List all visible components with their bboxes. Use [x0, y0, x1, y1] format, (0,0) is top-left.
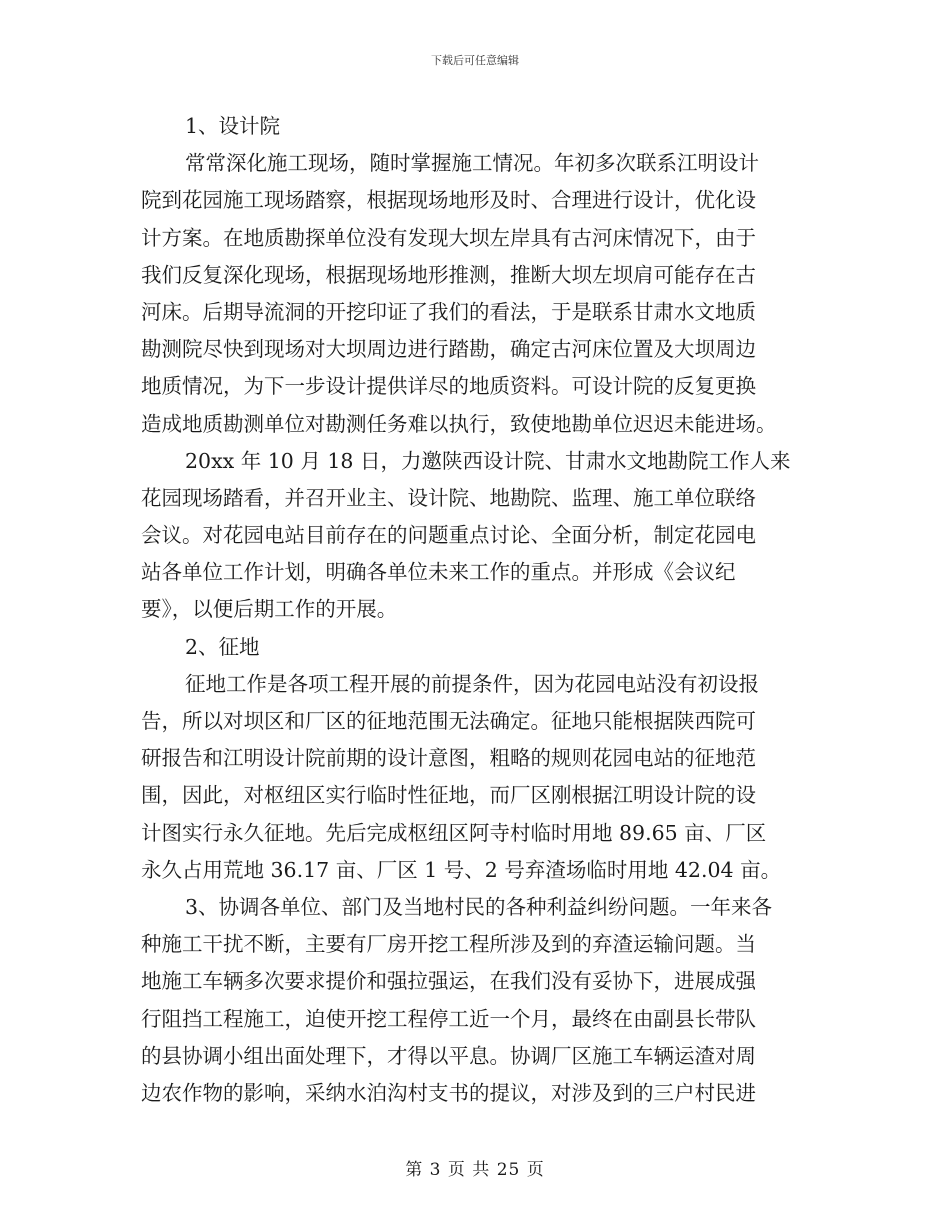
paragraph-line: 的县协调小组出面处理下，才得以平息。协调厂区施工车辆运渣对周	[141, 1043, 756, 1068]
paragraph-line: 行阻挡工程施工，迫使开挖工程停工近一个月，最终在由副县长带队	[141, 1006, 756, 1031]
paragraph-line: 勘测院尽快到现场对大坝周边进行踏勘，确定古河床位置及大坝周边	[141, 337, 756, 362]
section-heading-design-institute: 1、设计院	[185, 114, 281, 138]
paragraph-line: 告，所以对坝区和厂区的征地范围无法确定。征地只能根据陕西院可	[141, 709, 756, 733]
paragraph-line: 地质情况，为下一步设计提供详尽的地质资料。可设计院的反复更换	[141, 374, 756, 399]
paragraph-line: 计图实行永久征地。先后完成枢纽区阿寺村临时用地 89.65 亩、厂区	[141, 820, 767, 845]
paragraph-line: 河床。后期导流洞的开挖印证了我们的看法，于是联系甘肃水文地质	[141, 299, 756, 324]
paragraph-line: 20xx 年 10 月 18 日，力邀陕西设计院、甘肃水文地勘院工作人来	[185, 448, 791, 473]
document-body	[141, 108, 807, 1112]
paragraph-line: 会议。对花园电站目前存在的问题重点讨论、全面分析，制定花园电	[141, 523, 756, 548]
section-heading-coordination: 3、协调各单位、部门及当地村民的各种利益纠纷问题。一年来各	[185, 894, 773, 919]
paragraph-line: 院到花园施工现场踏察，根据现场地形及时、合理进行设计，优化设	[141, 188, 756, 213]
page-header: 下载后可任意编辑	[431, 54, 519, 67]
paragraph-line: 围，因此，对枢纽区实行临时性征地，而厂区刚根据江明设计院的设	[141, 783, 756, 808]
paragraph-line: 我们反复深化现场，根据现场地形推测，推断大坝左坝肩可能存在古	[141, 262, 756, 287]
paragraph-line: 站各单位工作计划，明确各单位未来工作的重点。并形成《会议纪	[141, 560, 736, 585]
paragraph-line: 常常深化施工现场，随时掌握施工情况。年初多次联系江明设计	[185, 151, 759, 176]
section-heading-land-acquisition: 2、征地	[185, 634, 260, 659]
paragraph-line: 计方案。在地质勘探单位没有发现大坝左岸具有古河床情况下，由于	[141, 225, 756, 250]
paragraph-line: 研报告和江明设计院前期的设计意图，粗略的规则花园电站的征地范	[141, 746, 756, 771]
paragraph-line: 地施工车辆多次要求提价和强拉强运，在我们没有妥协下，进展成强	[141, 969, 756, 994]
page-number: 第 3 页 共 25 页	[405, 1160, 545, 1180]
paragraph-line: 造成地质勘测单位对勘测任务难以执行，致使地勘单位迟迟未能进场。	[141, 411, 777, 436]
paragraph-line: 种施工干扰不断，主要有厂房开挖工程所涉及到的弃渣运输问题。当	[141, 932, 756, 957]
paragraph-line: 要》，以便后期工作的开展。	[141, 597, 398, 622]
paragraph-line: 花园现场踏看，并召开业主、设计院、地勘院、监理、施工单位联络	[141, 485, 756, 510]
paragraph-line: 边农作物的影响，采纳水泊沟村支书的提议，对涉及到的三户村民进	[141, 1080, 756, 1105]
paragraph-line: 永久占用荒地 36.17 亩、厂区 1 号、2 号弃渣场临时用地 42.04 亩。	[141, 857, 782, 882]
paragraph-line: 征地工作是各项工程开展的前提条件，因为花园电站没有初设报	[185, 671, 759, 696]
